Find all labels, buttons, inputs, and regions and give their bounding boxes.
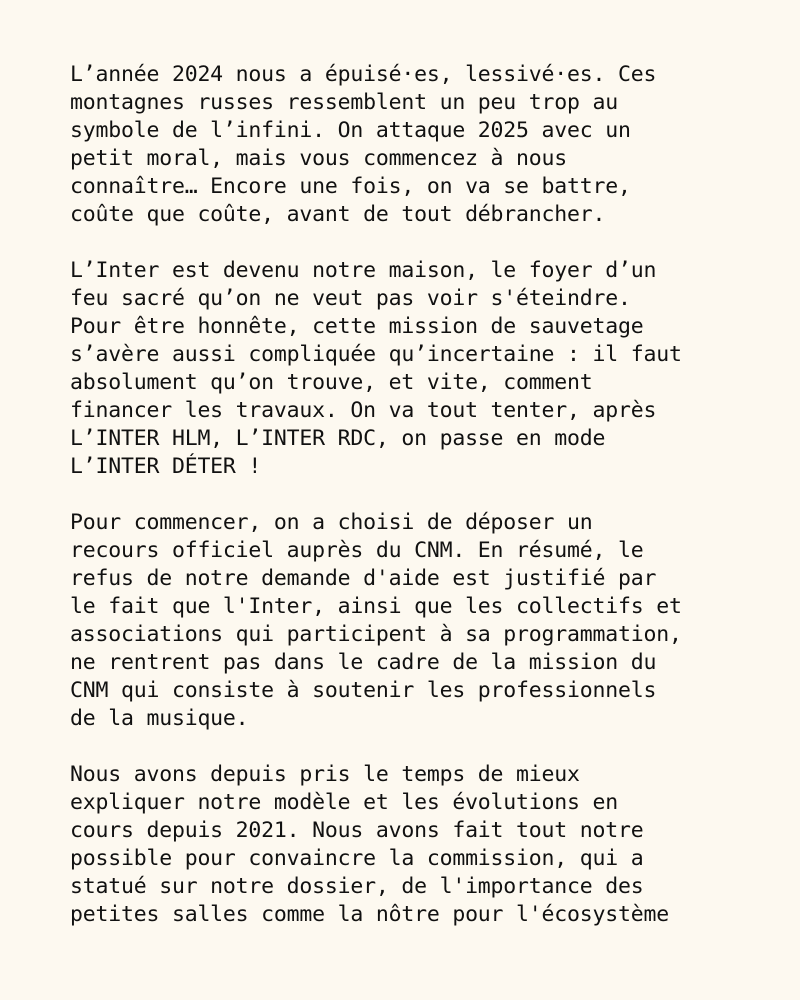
text-line: statué sur notre dossier, de l'importance des [70, 874, 644, 899]
text-line: connaître… Encore une fois, on va se battre, [70, 174, 631, 199]
text-line: montagnes russes ressemblent un peu trop au [70, 90, 618, 115]
text-line: recours officiel auprès du CNM. En résumé, le [70, 538, 644, 563]
text-line: le fait que l'Inter, ainsi que les collectifs et [70, 594, 682, 619]
text-line: financer les travaux. On va tout tenter, après [70, 398, 657, 423]
text-line: possible pour convaincre la commission, qui a [70, 846, 644, 871]
paragraph-inter-home [70, 257, 760, 481]
text-line: de la musique. [70, 706, 249, 731]
text-line: cours depuis 2021. Nous avons fait tout notre [70, 818, 644, 843]
text-line: refus de notre demande d'aide est justifié par [70, 566, 657, 591]
text-line: Nous avons depuis pris le temps de mieux [70, 762, 580, 787]
text-line: s’avère aussi compliquée qu’incertaine : il faut [70, 342, 682, 367]
text-line: L’INTER DÉTER ! [70, 454, 262, 479]
text-line: CNM qui consiste à soutenir les professionnels [70, 678, 657, 703]
paragraph-cnm-appeal [70, 509, 760, 733]
text-line: petit moral, mais vous commencez à nous [70, 146, 568, 171]
text-line: ne rentrent pas dans le cadre de la mission du [70, 650, 657, 675]
text-line: Pour être honnête, cette mission de sauvetage [70, 314, 644, 339]
text-line: petites salles comme la nôtre pour l'écosystème [70, 902, 669, 927]
paragraph-2024-exhaustion [70, 61, 760, 229]
text-line: coûte que coûte, avant de tout débrancher. [70, 202, 606, 227]
text-line: L’année 2024 nous a épuisé·es, lessivé·es. Ces [70, 62, 657, 87]
text-line: expliquer notre modèle et les évolutions en [70, 790, 618, 815]
paragraph-model-explanation [70, 761, 760, 929]
text-line: feu sacré qu’on ne veut pas voir s'éteindre. [70, 286, 631, 311]
text-line: L’INTER HLM, L’INTER RDC, on passe en mode [70, 426, 606, 451]
text-line: L’Inter est devenu notre maison, le foyer d’un [70, 258, 657, 283]
text-line: absolument qu’on trouve, et vite, comment [70, 370, 593, 395]
text-line: associations qui participent à sa programmation, [70, 622, 682, 647]
text-line: Pour commencer, on a choisi de déposer un [70, 510, 593, 535]
text-line: symbole de l’infini. On attaque 2025 avec un [70, 118, 631, 143]
